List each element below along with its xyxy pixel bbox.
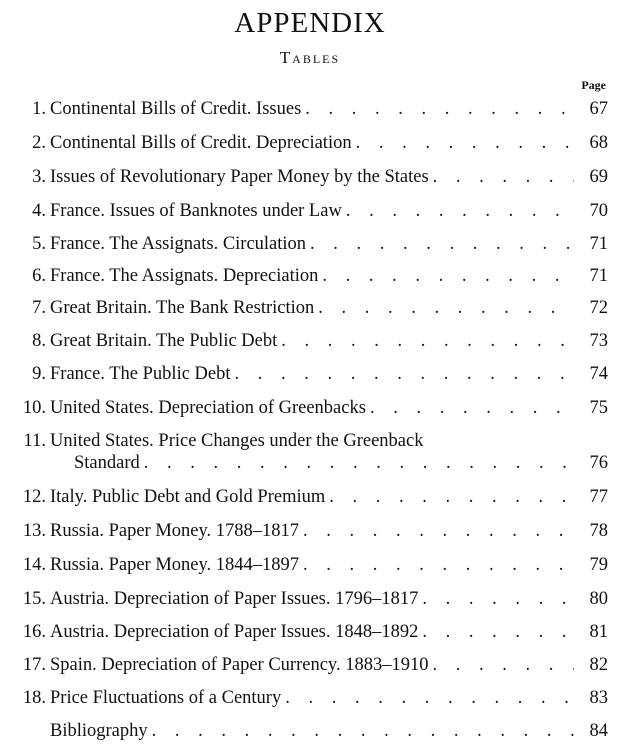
entry-title: Spain. Depreciation of Paper Currency. 1883–1910 — [50, 655, 429, 675]
entry-title-line — [50, 554, 574, 576]
dot-leader — [310, 233, 574, 255]
entry-title: France. The Assignats. Depreciation — [50, 266, 319, 286]
entry-page-number: 68 — [589, 133, 608, 153]
dot-leader — [322, 265, 574, 287]
entry-title-line — [50, 397, 574, 419]
entry-page-number: 69 — [589, 167, 608, 187]
entry-page-number: 76 — [589, 453, 608, 473]
entry-title: Russia. Paper Money. 1788–1817 — [50, 521, 300, 541]
entry-page-number: 78 — [589, 521, 608, 541]
entry-number: 11. — [23, 431, 46, 451]
entry-title: United States. Depreciation of Greenbacks — [50, 398, 366, 418]
dot-leader — [235, 363, 574, 385]
entry-number: 2. — [32, 133, 46, 153]
entry-title-line — [50, 265, 574, 287]
entry-number: 17. — [22, 655, 46, 675]
entry-title: Italy. Public Debt and Gold Premium — [50, 487, 326, 507]
dot-leader — [432, 654, 574, 676]
entry-number: 16. — [22, 622, 46, 642]
entry-title: Austria. Depreciation of Paper Issues. 1848–1892 — [50, 622, 419, 642]
entry-number: 14. — [22, 555, 46, 575]
entry-number: 3. — [32, 167, 46, 187]
entry-number: 13. — [22, 521, 46, 541]
entry-page-number: 72 — [589, 298, 608, 318]
entry-title-line — [50, 297, 574, 319]
entry-title-line — [50, 720, 574, 742]
entry-number: 8. — [32, 331, 46, 351]
entry-page-number: 71 — [589, 234, 608, 254]
entry-title: France. Issues of Banknotes under Law — [50, 201, 342, 221]
entry-title-line — [50, 486, 574, 508]
entry-page-number: 74 — [589, 364, 608, 384]
dot-leader — [305, 98, 574, 120]
entry-number: 18. — [22, 688, 46, 708]
dot-leader — [422, 588, 574, 610]
dot-leader — [318, 297, 574, 319]
entry-title-line — [50, 233, 574, 255]
page-column-label: Page — [581, 78, 606, 92]
entry-title-continuation: Standard — [74, 453, 140, 473]
entry-title-line — [50, 98, 574, 120]
entry-title-line — [50, 430, 574, 452]
entry-title-line — [50, 200, 574, 222]
dot-leader — [144, 452, 574, 474]
dot-leader — [285, 687, 574, 709]
entry-title: France. The Public Debt — [50, 364, 231, 384]
entry-title: Russia. Paper Money. 1844–1897 — [50, 555, 300, 575]
entry-title-line — [50, 520, 574, 542]
entry-page-number: 84 — [589, 721, 608, 741]
entry-number: 15. — [22, 589, 46, 609]
entry-title: Continental Bills of Credit. Depreciation — [50, 133, 352, 153]
entry-number: 10. — [22, 398, 46, 418]
entry-title: Continental Bills of Credit. Issues — [50, 99, 302, 119]
page-title: APPENDIX — [234, 7, 386, 39]
entry-title: France. The Assignats. Circulation — [50, 234, 307, 254]
entry-number: 6. — [32, 266, 46, 286]
dot-leader — [433, 166, 574, 188]
entry-number: 12. — [22, 487, 46, 507]
entry-title: Great Britain. The Bank Restriction — [50, 298, 315, 318]
dot-leader — [346, 200, 574, 222]
entry-page-number: 83 — [589, 688, 608, 708]
entry-page-number: 80 — [589, 589, 608, 609]
entry-title: Great Britain. The Public Debt — [50, 331, 278, 351]
dot-leader — [303, 554, 574, 576]
entry-title-line — [50, 363, 574, 385]
entry-title: Issues of Revolutionary Paper Money by the States — [50, 167, 429, 187]
entry-title-line — [50, 330, 574, 352]
entry-title-line — [50, 132, 574, 154]
entry-title: Austria. Depreciation of Paper Issues. 1796–1817 — [50, 589, 419, 609]
dot-leader — [422, 621, 574, 643]
entry-page-number: 71 — [589, 266, 608, 286]
entry-page-number: 82 — [589, 655, 608, 675]
entry-page-number: 67 — [589, 99, 608, 119]
dot-leader — [356, 132, 574, 154]
dot-leader — [329, 486, 574, 508]
entry-title: Price Fluctuations of a Century — [50, 688, 282, 708]
dot-leader — [370, 397, 574, 419]
entry-title-continuation-line — [74, 452, 574, 474]
entry-title-line — [50, 654, 574, 676]
section-subtitle: Tables — [279, 48, 341, 67]
entry-title: United States. Price Changes under the Greenback — [50, 431, 424, 451]
entry-title-line — [50, 588, 574, 610]
entry-page-number: 77 — [589, 487, 608, 507]
entry-number: 1. — [32, 99, 46, 119]
entry-page-number: 75 — [589, 398, 608, 418]
entry-page-number: 70 — [589, 201, 608, 221]
entry-page-number: 79 — [589, 555, 608, 575]
dot-leader — [303, 520, 574, 542]
entry-number: 9. — [32, 364, 46, 384]
entry-page-number: 73 — [589, 331, 608, 351]
entry-number: 7. — [32, 298, 46, 318]
dot-leader — [152, 720, 574, 742]
entry-title: Bibliography — [50, 721, 148, 741]
entry-number: 4. — [32, 201, 46, 221]
entry-title-line — [50, 687, 574, 709]
entry-page-number: 81 — [589, 622, 608, 642]
dot-leader — [281, 330, 574, 352]
entry-title-line — [50, 621, 574, 643]
entry-number: 5. — [32, 234, 46, 254]
entry-title-line — [50, 166, 574, 188]
